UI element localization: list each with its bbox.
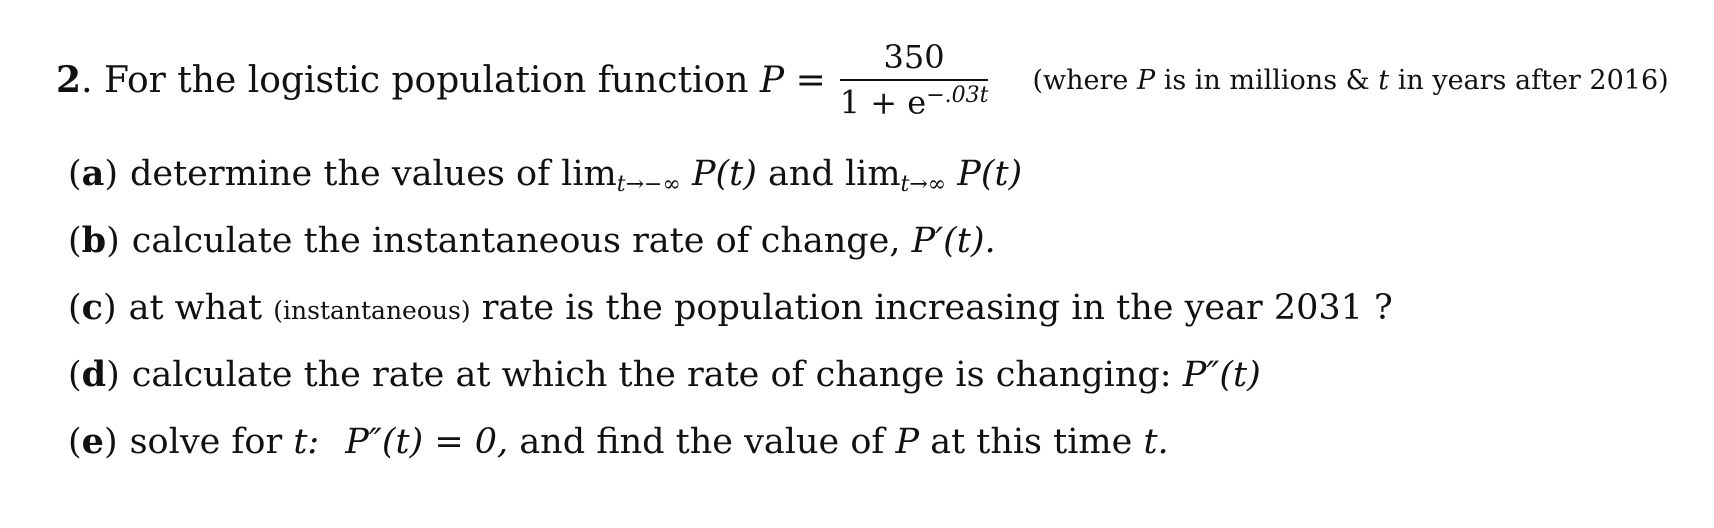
part-a-text2: and lim	[768, 154, 901, 194]
note-var-p: P	[1136, 64, 1156, 96]
part-a-func2: P(t)	[957, 154, 1023, 194]
note-mid: is in millions &	[1163, 64, 1370, 96]
part-e-equation: P″(t) = 0,	[345, 422, 509, 462]
problem-number-period: .	[81, 59, 93, 101]
part-e-var-t2: t.	[1143, 422, 1169, 462]
problem-intro: For the logistic population function	[103, 59, 749, 101]
part-a-text1: determine the values of lim	[130, 154, 617, 194]
part-label: (d)	[68, 354, 120, 395]
part-e-text2: and find the value of	[519, 422, 885, 462]
part-c-text2: rate is the population increasing in the year 2031 ?	[481, 288, 1393, 328]
fraction-numerator: 350	[883, 38, 945, 77]
part-b-func: P′(t).	[911, 221, 996, 261]
part-e-text1: solve for	[129, 422, 283, 462]
note-prefix: (where	[1032, 64, 1129, 96]
logistic-fraction	[839, 38, 989, 122]
function-variable: P	[759, 59, 785, 101]
units-note	[1032, 65, 1668, 96]
fraction-denominator	[839, 81, 989, 122]
part-e-text3: at this time	[930, 422, 1133, 462]
part-b-text: calculate the instantaneous rate of change,	[131, 221, 901, 261]
denominator-exponent: −.03t	[926, 83, 989, 109]
part-e-var-t: t:	[293, 422, 320, 462]
part-label: (a)	[68, 153, 118, 194]
limit-subscript-pos-inf: t→∞	[900, 172, 947, 197]
problem-statement	[56, 30, 1669, 130]
part-d-text: calculate the rate at which the rate of change is changing:	[131, 355, 1172, 395]
part-c	[68, 274, 1393, 341]
note-var-t: t	[1378, 64, 1390, 96]
part-label: (b)	[68, 220, 120, 261]
part-c-text1: at what	[128, 288, 263, 328]
note-suffix: in years after 2016)	[1397, 64, 1669, 96]
part-a-func1: P(t)	[691, 154, 757, 194]
part-d-func: P″(t)	[1182, 355, 1261, 395]
part-label: (e)	[68, 421, 118, 462]
problem-number: 2	[56, 59, 82, 101]
part-b	[68, 207, 1393, 274]
part-d	[68, 341, 1393, 408]
parts-list	[68, 140, 1393, 475]
part-a	[68, 140, 1393, 207]
equals-sign: =	[795, 59, 826, 101]
denominator-base: 1 + e	[839, 83, 927, 122]
part-e-var-p: P	[895, 422, 920, 462]
part-c-small: (instantaneous)	[273, 296, 471, 325]
part-label: (c)	[68, 287, 117, 328]
part-e	[68, 408, 1393, 475]
limit-subscript-neg-inf: t→−∞	[616, 172, 681, 197]
